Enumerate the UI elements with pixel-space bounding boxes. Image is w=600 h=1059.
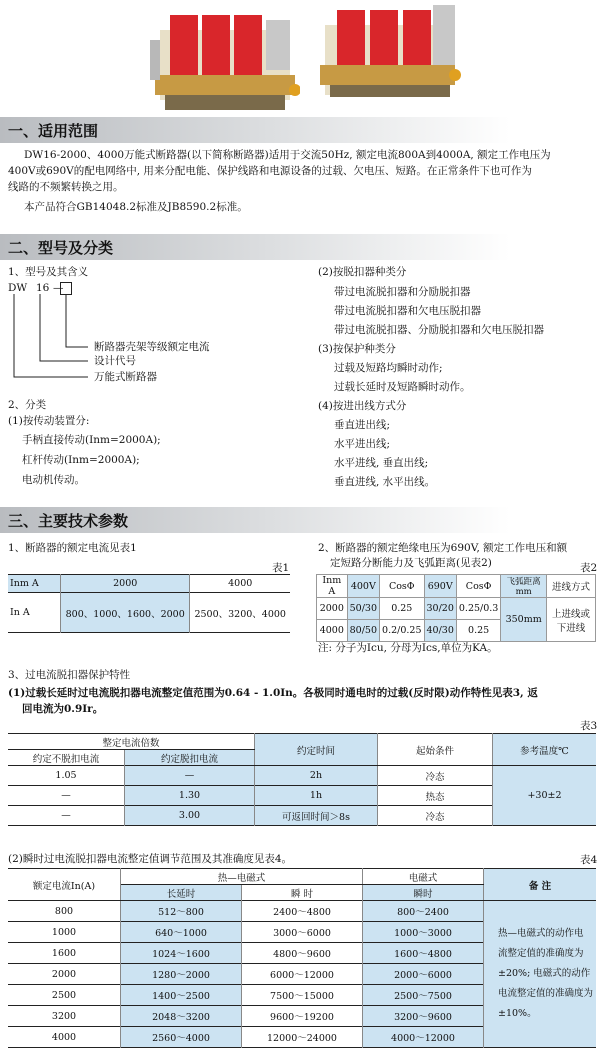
t4-cell: 4000 xyxy=(8,1027,121,1048)
intro-line-1: DW16-2000、4000万能式断路器(以下简称断路器)适用于交流50Hz, 额定电流800A到4000A, 额定工作电压为 xyxy=(24,149,551,161)
t4-cell: 2400～4800 xyxy=(242,901,363,922)
t4-head-long: 长延时 xyxy=(121,885,242,901)
t1-cell: Inm A xyxy=(8,575,61,593)
t3-cell: — xyxy=(125,766,255,786)
class-heading: 2、分类 xyxy=(8,399,47,411)
t4-cell: 2000～6000 xyxy=(363,964,484,985)
t4-cell: 2560～4000 xyxy=(121,1027,242,1048)
t1-cell: 800、1000、1600、2000 xyxy=(61,593,190,633)
model-code-dw: DW xyxy=(8,282,28,294)
protection-item-1: 过载及短路均瞬时动作; xyxy=(334,362,443,374)
t4-note-line: 流整定值的准确度为 xyxy=(498,948,584,959)
table3-intro: 3、过电流脱扣器保护特性 xyxy=(8,669,131,681)
t2-cell: 2000 xyxy=(317,598,348,620)
t3-cell: 1.05 xyxy=(8,766,125,786)
t1-cell: In A xyxy=(8,593,61,633)
t3-cell: 冷态 xyxy=(378,806,493,826)
t3-cell: 冷态 xyxy=(378,766,493,786)
table4-intro: (2)瞬时过电流脱扣器电流整定值调节范围及其准确度见表4。 xyxy=(8,853,293,865)
t4-cell: 1400～2500 xyxy=(121,985,242,1006)
table3-para-1: (1)过载长延时过电流脱扣器电流整定值范围为0.64 - 1.0In。各极同时通电时的过载(反时限)动作特性见表3, 返 xyxy=(8,687,538,699)
section-heading-3: 三、主要技术参数 xyxy=(0,507,600,533)
t3-cell: 2h xyxy=(255,766,378,786)
section-heading-2: 二、型号及分类 xyxy=(0,234,600,260)
t4-note-line: 电流整定值的准确度为 xyxy=(498,988,594,999)
t2-head: 进线方式 xyxy=(547,575,596,598)
t4-cell: 512～800 xyxy=(121,901,242,922)
t2-head: 690V xyxy=(424,575,456,598)
t2-cell: 0.25/0.3 xyxy=(456,598,500,620)
t1-cell: 4000 xyxy=(228,578,253,589)
table3 xyxy=(8,733,596,826)
wiring-item-2: 水平进出线; xyxy=(334,438,391,450)
drive-heading: (1)按传动装置分: xyxy=(8,415,90,427)
t3-head-start: 起始条件 xyxy=(378,734,493,766)
table3-label: 表3 xyxy=(580,720,598,732)
intro-line-3: 线路的不频繁转换之用。 xyxy=(8,181,124,193)
table4-label: 表4 xyxy=(580,854,598,866)
wiring-item-3: 水平进线, 垂直出线; xyxy=(334,457,429,469)
drive-item-2: 杠杆传动(Inm=2000A); xyxy=(22,454,140,466)
t2-head: 飞弧距离mm xyxy=(501,575,547,598)
t2-head: CosΦ xyxy=(456,575,500,598)
t4-note-line: ±10%。 xyxy=(498,1008,537,1019)
table2-intro-2: 定短路分断能力及飞弧距离(见表2) xyxy=(330,557,492,569)
t4-cell: 4000～12000 xyxy=(363,1027,484,1048)
t2-cell: 80/50 xyxy=(347,620,379,642)
t4-head-rated: 额定电流In(A) xyxy=(8,869,121,901)
intro-line-2: 400V或690V的配电网络中, 用来分配电能、保护线路和电源设备的过载、欠电压、短路。在正常条件下也可作为 xyxy=(8,165,532,177)
wiring-heading: (4)按进出线方式分 xyxy=(318,400,407,412)
table1 xyxy=(8,574,290,633)
t4-cell: 3200 xyxy=(8,1006,121,1027)
drive-item-1: 手柄直接传动(Inm=2000A); xyxy=(22,434,161,446)
table3-para-2: 回电流为0.9Ir。 xyxy=(22,703,104,715)
t4-cell: 1000～3000 xyxy=(363,922,484,943)
t4-note-line: ±20%; 电磁式的动作 xyxy=(498,968,591,979)
product-photo-left xyxy=(150,0,300,125)
intro-line-4: 本产品符合GB14048.2标准及JB8590.2标准。 xyxy=(24,201,248,213)
t2-cell: 40/30 xyxy=(424,620,456,642)
t3-head-trip: 约定脱扣电流 xyxy=(125,750,255,766)
protection-item-2: 过载长延时及短路瞬时动作。 xyxy=(334,381,471,393)
t3-cell: 1h xyxy=(255,786,378,806)
t3-head-nontrip: 约定不脱扣电流 xyxy=(8,750,125,766)
model-label-current: 断路器壳架等级额定电流 xyxy=(94,341,210,353)
t4-cell: 2500 xyxy=(8,985,121,1006)
model-label-design: 设计代号 xyxy=(94,355,136,367)
table2-intro-1: 2、断路器的额定绝缘电压为690V, 额定工作电压和额 xyxy=(318,542,568,554)
t3-cell: — xyxy=(8,806,125,826)
table1-label: 表1 xyxy=(272,562,290,574)
t3-cell: 可返回时间＞8s xyxy=(255,806,378,826)
t4-cell: 1600 xyxy=(8,943,121,964)
t3-head-time: 约定时间 xyxy=(255,734,378,766)
t4-cell: 2500～7500 xyxy=(363,985,484,1006)
t2-cell: 50/30 xyxy=(347,598,379,620)
product-photo-right xyxy=(315,0,465,125)
t4-cell: 6000～12000 xyxy=(242,964,363,985)
t2-head: CosΦ xyxy=(380,575,424,598)
t4-cell: 12000～24000 xyxy=(242,1027,363,1048)
t3-cell: 3.00 xyxy=(125,806,255,826)
release-item-1: 带过电流脱扣器和分励脱扣器 xyxy=(334,286,471,298)
table2-note: 注: 分子为Icu, 分母为Ics,单位为KA。 xyxy=(318,642,498,654)
t4-head-inst2: 瞬时 xyxy=(363,885,484,901)
t2-cell: 30/20 xyxy=(424,598,456,620)
t2-arc-cell: 350mm xyxy=(501,598,547,642)
t4-cell: 800 xyxy=(8,901,121,922)
t4-head-em: 电磁式 xyxy=(363,869,484,885)
t1-cell: 2500、3200、4000 xyxy=(194,608,286,620)
table2 xyxy=(316,574,596,642)
t4-cell: 3200～9600 xyxy=(363,1006,484,1027)
t4-cell: 7500～15000 xyxy=(242,985,363,1006)
model-heading: 1、型号及其含义 xyxy=(8,266,89,278)
wiring-item-1: 垂直进出线; xyxy=(334,419,391,431)
t3-head-temp: 参考温度℃ xyxy=(493,734,597,766)
model-code-16: 16 xyxy=(36,282,50,294)
t4-note-cell xyxy=(484,901,597,1048)
t4-cell: 1600～4800 xyxy=(363,943,484,964)
t4-cell: 1000 xyxy=(8,922,121,943)
t2-cell: 0.2/0.25 xyxy=(380,620,424,642)
t4-cell: 9600～19200 xyxy=(242,1006,363,1027)
t3-temp-cell: +30±2 xyxy=(493,766,597,826)
t2-head: 400V xyxy=(347,575,379,598)
t4-cell: 4800～9600 xyxy=(242,943,363,964)
t4-head-note: 备 注 xyxy=(484,869,597,901)
t2-cell: 4000 xyxy=(317,620,348,642)
table4 xyxy=(8,868,596,1048)
model-bracket-lines xyxy=(0,292,110,382)
t3-cell: — xyxy=(8,786,125,806)
table2-label: 表2 xyxy=(580,562,598,574)
section-heading-1: 一、适用范围 xyxy=(0,117,600,143)
t2-cell: 0.25 xyxy=(456,620,500,642)
t2-head: Inm A xyxy=(317,575,348,598)
t4-cell: 640～1000 xyxy=(121,922,242,943)
table1-intro: 1、断路器的额定电流见表1 xyxy=(8,542,137,554)
release-item-3: 带过电流脱扣器、分励脱扣器和欠电压脱扣器 xyxy=(334,324,544,336)
t4-note-line: 热—电磁式的动作电 xyxy=(498,928,584,939)
t3-cell: 热态 xyxy=(378,786,493,806)
wiring-item-4: 垂直进线, 水平出线。 xyxy=(334,476,436,488)
t3-head-multiple: 整定电流倍数 xyxy=(8,734,255,750)
model-code-dash: — xyxy=(53,282,64,294)
t4-cell: 1024～1600 xyxy=(121,943,242,964)
t3-cell: 1.30 xyxy=(125,786,255,806)
t4-head-inst: 瞬 时 xyxy=(242,885,363,901)
release-item-2: 带过电流脱扣器和欠电压脱扣器 xyxy=(334,305,481,317)
protection-heading: (3)按保护种类分 xyxy=(318,343,396,355)
t4-cell: 2000 xyxy=(8,964,121,985)
t4-cell: 800～2400 xyxy=(363,901,484,922)
t2-cell: 0.25 xyxy=(380,598,424,620)
t4-cell: 1280～2000 xyxy=(121,964,242,985)
model-label-type: 万能式断路器 xyxy=(94,371,157,383)
drive-item-3: 电动机传动。 xyxy=(22,474,85,486)
t1-cell: 2000 xyxy=(61,575,190,593)
t4-cell: 3000～6000 xyxy=(242,922,363,943)
release-heading: (2)按脱扣器种类分 xyxy=(318,266,407,278)
t4-head-thermo: 热—电磁式 xyxy=(121,869,363,885)
t4-cell: 2048～3200 xyxy=(121,1006,242,1027)
t2-wire-cell: 上进线或下进线 xyxy=(547,598,596,642)
